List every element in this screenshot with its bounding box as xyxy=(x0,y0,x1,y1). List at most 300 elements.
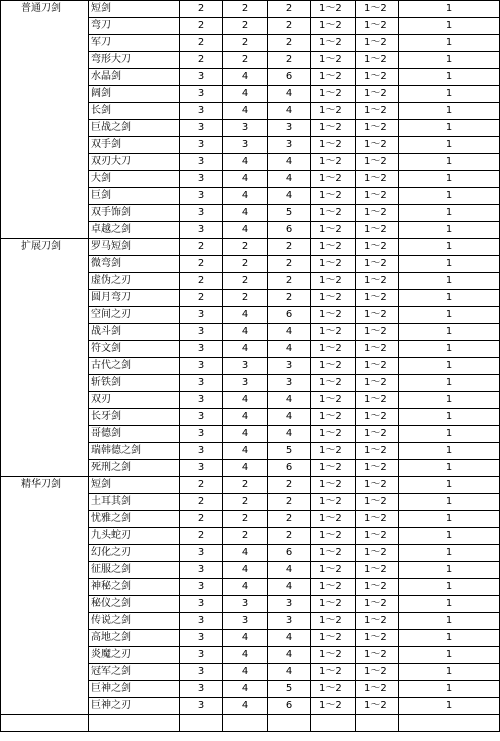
stat-col-1: 2 xyxy=(180,477,223,494)
stat-col-2: 2 xyxy=(223,18,268,35)
stat-col-2: 2 xyxy=(223,290,268,307)
stat-col-2: 2 xyxy=(223,511,268,528)
weapon-name: 古代之剑 xyxy=(89,358,180,375)
weapon-name: 土耳其剑 xyxy=(89,494,180,511)
weapon-name: 死刑之剑 xyxy=(89,460,180,477)
stat-col-2: 4 xyxy=(223,579,268,596)
range-col-2: 1～2 xyxy=(356,494,399,511)
value-col: 1 xyxy=(399,392,500,409)
range-col-2: 1～2 xyxy=(356,630,399,647)
range-col-2: 1～2 xyxy=(356,579,399,596)
value-col: 1 xyxy=(399,426,500,443)
stat-col-2: 4 xyxy=(223,188,268,205)
range-col-2: 1～2 xyxy=(356,358,399,375)
empty-cell xyxy=(268,715,311,732)
range-col-1: 1～2 xyxy=(311,358,356,375)
range-col-1: 1～2 xyxy=(311,647,356,664)
range-col-1: 1～2 xyxy=(311,120,356,137)
stat-col-2: 2 xyxy=(223,239,268,256)
value-col: 1 xyxy=(399,545,500,562)
weapon-name: 虚伪之刃 xyxy=(89,273,180,290)
weapon-name: 哥德剑 xyxy=(89,426,180,443)
stat-col-3: 5 xyxy=(268,681,311,698)
range-col-1: 1～2 xyxy=(311,137,356,154)
weapon-name: 九头蛇刃 xyxy=(89,528,180,545)
value-col: 1 xyxy=(399,341,500,358)
stat-col-2: 4 xyxy=(223,222,268,239)
stat-col-2: 4 xyxy=(223,409,268,426)
stat-col-2: 4 xyxy=(223,392,268,409)
weapon-name: 阔剑 xyxy=(89,86,180,103)
stat-col-3: 6 xyxy=(268,69,311,86)
stat-col-2: 4 xyxy=(223,86,268,103)
value-col: 1 xyxy=(399,681,500,698)
value-col: 1 xyxy=(399,613,500,630)
value-col: 1 xyxy=(399,664,500,681)
range-col-2: 1～2 xyxy=(356,375,399,392)
range-col-2: 1～2 xyxy=(356,324,399,341)
stat-col-2: 3 xyxy=(223,613,268,630)
range-col-1: 1～2 xyxy=(311,324,356,341)
value-col: 1 xyxy=(399,324,500,341)
stat-col-2: 2 xyxy=(223,52,268,69)
range-col-1: 1～2 xyxy=(311,477,356,494)
weapon-name: 符文剑 xyxy=(89,341,180,358)
range-col-2: 1～2 xyxy=(356,35,399,52)
stat-col-3: 2 xyxy=(268,511,311,528)
value-col: 1 xyxy=(399,52,500,69)
range-col-2: 1～2 xyxy=(356,528,399,545)
stat-col-1: 3 xyxy=(180,222,223,239)
weapon-name: 双刃 xyxy=(89,392,180,409)
stat-col-1: 3 xyxy=(180,579,223,596)
weapon-name: 弯形大刀 xyxy=(89,52,180,69)
stat-col-2: 4 xyxy=(223,341,268,358)
stat-col-1: 3 xyxy=(180,613,223,630)
stat-col-3: 6 xyxy=(268,698,311,715)
stat-col-3: 4 xyxy=(268,324,311,341)
value-col: 1 xyxy=(399,494,500,511)
range-col-2: 1～2 xyxy=(356,562,399,579)
stat-col-2: 4 xyxy=(223,562,268,579)
stat-col-3: 3 xyxy=(268,613,311,630)
empty-cell xyxy=(311,715,356,732)
empty-cell xyxy=(180,715,223,732)
category-label: 精华刀剑 xyxy=(1,477,89,715)
range-col-1: 1～2 xyxy=(311,511,356,528)
weapon-name: 大剑 xyxy=(89,171,180,188)
empty-cell xyxy=(399,715,500,732)
weapon-name: 双手剑 xyxy=(89,137,180,154)
range-col-2: 1～2 xyxy=(356,545,399,562)
stat-col-3: 2 xyxy=(268,477,311,494)
stat-col-1: 3 xyxy=(180,103,223,120)
weapon-name: 长剑 xyxy=(89,103,180,120)
range-col-2: 1～2 xyxy=(356,222,399,239)
stat-col-2: 4 xyxy=(223,630,268,647)
range-col-1: 1～2 xyxy=(311,630,356,647)
range-col-2: 1～2 xyxy=(356,120,399,137)
value-col: 1 xyxy=(399,35,500,52)
weapon-name: 空间之刃 xyxy=(89,307,180,324)
range-col-1: 1～2 xyxy=(311,528,356,545)
weapon-name: 战斗剑 xyxy=(89,324,180,341)
weapon-name: 巨战之剑 xyxy=(89,120,180,137)
range-col-1: 1～2 xyxy=(311,681,356,698)
stat-col-1: 3 xyxy=(180,545,223,562)
stat-col-2: 4 xyxy=(223,307,268,324)
stat-col-2: 4 xyxy=(223,681,268,698)
empty-row xyxy=(1,715,500,732)
range-col-1: 1～2 xyxy=(311,35,356,52)
value-col: 1 xyxy=(399,460,500,477)
stat-col-1: 3 xyxy=(180,375,223,392)
value-col: 1 xyxy=(399,511,500,528)
range-col-1: 1～2 xyxy=(311,426,356,443)
value-col: 1 xyxy=(399,375,500,392)
range-col-2: 1～2 xyxy=(356,188,399,205)
range-col-2: 1～2 xyxy=(356,596,399,613)
weapon-name: 巨神之刃 xyxy=(89,698,180,715)
stat-col-1: 2 xyxy=(180,290,223,307)
range-col-1: 1～2 xyxy=(311,545,356,562)
range-col-1: 1～2 xyxy=(311,18,356,35)
stat-col-1: 2 xyxy=(180,1,223,18)
value-col: 1 xyxy=(399,596,500,613)
range-col-2: 1～2 xyxy=(356,477,399,494)
value-col: 1 xyxy=(399,1,500,18)
weapon-name: 水晶剑 xyxy=(89,69,180,86)
range-col-1: 1～2 xyxy=(311,52,356,69)
value-col: 1 xyxy=(399,120,500,137)
value-col: 1 xyxy=(399,528,500,545)
value-col: 1 xyxy=(399,256,500,273)
stat-col-1: 3 xyxy=(180,86,223,103)
empty-cell xyxy=(223,715,268,732)
weapon-table-body xyxy=(1,1,500,732)
stat-col-2: 3 xyxy=(223,375,268,392)
stat-col-3: 4 xyxy=(268,426,311,443)
value-col: 1 xyxy=(399,562,500,579)
weapon-name: 瑞韩德之剑 xyxy=(89,443,180,460)
weapon-name: 罗马短剑 xyxy=(89,239,180,256)
range-col-1: 1～2 xyxy=(311,205,356,222)
range-col-1: 1～2 xyxy=(311,188,356,205)
stat-col-2: 3 xyxy=(223,120,268,137)
range-col-1: 1～2 xyxy=(311,460,356,477)
value-col: 1 xyxy=(399,358,500,375)
stat-col-1: 3 xyxy=(180,698,223,715)
stat-col-1: 2 xyxy=(180,528,223,545)
stat-col-1: 3 xyxy=(180,562,223,579)
stat-col-3: 4 xyxy=(268,630,311,647)
range-col-1: 1～2 xyxy=(311,613,356,630)
stat-col-2: 2 xyxy=(223,35,268,52)
stat-col-3: 4 xyxy=(268,188,311,205)
stat-col-1: 2 xyxy=(180,35,223,52)
range-col-2: 1～2 xyxy=(356,137,399,154)
stat-col-3: 4 xyxy=(268,154,311,171)
table-row xyxy=(1,1,500,18)
stat-col-2: 4 xyxy=(223,324,268,341)
stat-col-3: 6 xyxy=(268,307,311,324)
value-col: 1 xyxy=(399,239,500,256)
range-col-1: 1～2 xyxy=(311,375,356,392)
range-col-2: 1～2 xyxy=(356,647,399,664)
stat-col-3: 2 xyxy=(268,1,311,18)
range-col-2: 1～2 xyxy=(356,18,399,35)
stat-col-1: 2 xyxy=(180,273,223,290)
stat-col-1: 3 xyxy=(180,307,223,324)
stat-col-3: 4 xyxy=(268,341,311,358)
range-col-1: 1～2 xyxy=(311,1,356,18)
value-col: 1 xyxy=(399,290,500,307)
range-col-2: 1～2 xyxy=(356,392,399,409)
stat-col-3: 4 xyxy=(268,392,311,409)
stat-col-2: 4 xyxy=(223,426,268,443)
weapon-name: 斩铁剑 xyxy=(89,375,180,392)
weapon-name: 弯刀 xyxy=(89,18,180,35)
value-col: 1 xyxy=(399,222,500,239)
stat-col-2: 4 xyxy=(223,698,268,715)
weapon-name: 长牙剑 xyxy=(89,409,180,426)
range-col-2: 1～2 xyxy=(356,460,399,477)
stat-col-1: 3 xyxy=(180,205,223,222)
weapon-name: 忧雅之剑 xyxy=(89,511,180,528)
stat-col-3: 3 xyxy=(268,120,311,137)
range-col-1: 1～2 xyxy=(311,171,356,188)
stat-col-2: 4 xyxy=(223,154,268,171)
range-col-2: 1～2 xyxy=(356,273,399,290)
stat-col-1: 3 xyxy=(180,596,223,613)
range-col-2: 1～2 xyxy=(356,511,399,528)
range-col-1: 1～2 xyxy=(311,562,356,579)
range-col-2: 1～2 xyxy=(356,154,399,171)
range-col-1: 1～2 xyxy=(311,86,356,103)
stat-col-1: 3 xyxy=(180,426,223,443)
range-col-2: 1～2 xyxy=(356,409,399,426)
value-col: 1 xyxy=(399,630,500,647)
stat-col-2: 4 xyxy=(223,443,268,460)
stat-col-1: 3 xyxy=(180,664,223,681)
range-col-2: 1～2 xyxy=(356,698,399,715)
stat-col-1: 3 xyxy=(180,120,223,137)
weapon-name: 双手饰剑 xyxy=(89,205,180,222)
stat-col-1: 3 xyxy=(180,647,223,664)
weapon-name: 短剑 xyxy=(89,477,180,494)
stat-col-1: 2 xyxy=(180,239,223,256)
stat-col-2: 2 xyxy=(223,494,268,511)
value-col: 1 xyxy=(399,86,500,103)
stat-col-1: 3 xyxy=(180,392,223,409)
stat-col-3: 2 xyxy=(268,52,311,69)
value-col: 1 xyxy=(399,443,500,460)
range-col-2: 1～2 xyxy=(356,443,399,460)
stat-col-3: 2 xyxy=(268,18,311,35)
stat-col-2: 2 xyxy=(223,528,268,545)
range-col-2: 1～2 xyxy=(356,239,399,256)
range-col-1: 1～2 xyxy=(311,154,356,171)
stat-col-1: 3 xyxy=(180,137,223,154)
range-col-1: 1～2 xyxy=(311,443,356,460)
value-col: 1 xyxy=(399,307,500,324)
stat-col-1: 3 xyxy=(180,630,223,647)
range-col-2: 1～2 xyxy=(356,103,399,120)
range-col-1: 1～2 xyxy=(311,596,356,613)
range-col-1: 1～2 xyxy=(311,103,356,120)
range-col-2: 1～2 xyxy=(356,171,399,188)
weapon-name: 幻化之刃 xyxy=(89,545,180,562)
value-col: 1 xyxy=(399,409,500,426)
stat-col-1: 3 xyxy=(180,69,223,86)
stat-col-3: 4 xyxy=(268,103,311,120)
stat-col-1: 3 xyxy=(180,358,223,375)
value-col: 1 xyxy=(399,205,500,222)
stat-col-3: 4 xyxy=(268,647,311,664)
stat-col-3: 4 xyxy=(268,579,311,596)
stat-col-3: 2 xyxy=(268,290,311,307)
value-col: 1 xyxy=(399,647,500,664)
weapon-name: 冠军之剑 xyxy=(89,664,180,681)
range-col-2: 1～2 xyxy=(356,205,399,222)
range-col-2: 1～2 xyxy=(356,69,399,86)
stat-col-3: 4 xyxy=(268,409,311,426)
empty-cell xyxy=(356,715,399,732)
weapon-name: 巨剑 xyxy=(89,188,180,205)
weapon-name: 军刀 xyxy=(89,35,180,52)
table-row xyxy=(1,239,500,256)
range-col-1: 1～2 xyxy=(311,664,356,681)
stat-col-1: 3 xyxy=(180,171,223,188)
stat-col-2: 4 xyxy=(223,545,268,562)
stat-col-2: 3 xyxy=(223,137,268,154)
weapon-name: 微弯剑 xyxy=(89,256,180,273)
range-col-2: 1～2 xyxy=(356,426,399,443)
stat-col-2: 2 xyxy=(223,477,268,494)
empty-cell xyxy=(1,715,89,732)
range-col-1: 1～2 xyxy=(311,579,356,596)
weapon-name: 圆月弯刀 xyxy=(89,290,180,307)
range-col-1: 1～2 xyxy=(311,273,356,290)
stat-col-1: 3 xyxy=(180,324,223,341)
stat-col-2: 4 xyxy=(223,171,268,188)
stat-col-1: 3 xyxy=(180,681,223,698)
stat-col-3: 3 xyxy=(268,596,311,613)
stat-col-1: 3 xyxy=(180,188,223,205)
category-label: 普通刀剑 xyxy=(1,1,89,239)
weapon-name: 短剑 xyxy=(89,1,180,18)
value-col: 1 xyxy=(399,137,500,154)
range-col-2: 1～2 xyxy=(356,613,399,630)
stat-col-2: 3 xyxy=(223,596,268,613)
stat-col-1: 2 xyxy=(180,494,223,511)
range-col-1: 1～2 xyxy=(311,290,356,307)
stat-col-2: 4 xyxy=(223,460,268,477)
range-col-2: 1～2 xyxy=(356,52,399,69)
range-col-1: 1～2 xyxy=(311,307,356,324)
stat-col-3: 4 xyxy=(268,562,311,579)
range-col-2: 1～2 xyxy=(356,1,399,18)
stat-col-2: 3 xyxy=(223,358,268,375)
stat-col-3: 2 xyxy=(268,494,311,511)
range-col-1: 1～2 xyxy=(311,409,356,426)
stat-col-3: 6 xyxy=(268,545,311,562)
stat-col-2: 2 xyxy=(223,256,268,273)
range-col-2: 1～2 xyxy=(356,86,399,103)
range-col-1: 1～2 xyxy=(311,392,356,409)
stat-col-3: 6 xyxy=(268,222,311,239)
range-col-1: 1～2 xyxy=(311,69,356,86)
stat-col-3: 3 xyxy=(268,137,311,154)
value-col: 1 xyxy=(399,69,500,86)
weapon-name: 巨神之剑 xyxy=(89,681,180,698)
range-col-1: 1～2 xyxy=(311,239,356,256)
stat-col-3: 2 xyxy=(268,35,311,52)
stat-col-1: 2 xyxy=(180,511,223,528)
stat-col-3: 4 xyxy=(268,171,311,188)
range-col-1: 1～2 xyxy=(311,698,356,715)
weapon-name: 征服之剑 xyxy=(89,562,180,579)
weapon-name: 炎魔之刃 xyxy=(89,647,180,664)
weapon-name: 卓越之剑 xyxy=(89,222,180,239)
stat-col-2: 2 xyxy=(223,273,268,290)
stat-col-2: 4 xyxy=(223,205,268,222)
stat-col-2: 4 xyxy=(223,69,268,86)
category-label: 扩展刀剑 xyxy=(1,239,89,477)
value-col: 1 xyxy=(399,103,500,120)
stat-col-1: 2 xyxy=(180,256,223,273)
value-col: 1 xyxy=(399,154,500,171)
weapon-name: 高地之剑 xyxy=(89,630,180,647)
stat-col-3: 3 xyxy=(268,375,311,392)
stat-col-3: 6 xyxy=(268,460,311,477)
stat-col-2: 4 xyxy=(223,664,268,681)
weapon-name: 秘仪之剑 xyxy=(89,596,180,613)
stat-col-1: 2 xyxy=(180,18,223,35)
value-col: 1 xyxy=(399,477,500,494)
stat-col-1: 3 xyxy=(180,443,223,460)
stat-col-2: 4 xyxy=(223,647,268,664)
table-row xyxy=(1,477,500,494)
stat-col-3: 3 xyxy=(268,358,311,375)
stat-col-3: 2 xyxy=(268,239,311,256)
range-col-1: 1～2 xyxy=(311,494,356,511)
value-col: 1 xyxy=(399,698,500,715)
range-col-2: 1～2 xyxy=(356,681,399,698)
weapon-name: 双刃大刀 xyxy=(89,154,180,171)
stat-col-3: 2 xyxy=(268,273,311,290)
value-col: 1 xyxy=(399,18,500,35)
empty-cell xyxy=(89,715,180,732)
range-col-1: 1～2 xyxy=(311,341,356,358)
stat-col-3: 5 xyxy=(268,205,311,222)
stat-col-3: 5 xyxy=(268,443,311,460)
range-col-2: 1～2 xyxy=(356,664,399,681)
value-col: 1 xyxy=(399,188,500,205)
stat-col-2: 4 xyxy=(223,103,268,120)
stat-col-3: 2 xyxy=(268,256,311,273)
stat-col-3: 2 xyxy=(268,528,311,545)
stat-col-1: 2 xyxy=(180,52,223,69)
range-col-2: 1～2 xyxy=(356,256,399,273)
value-col: 1 xyxy=(399,579,500,596)
weapon-name: 传说之剑 xyxy=(89,613,180,630)
stat-col-3: 4 xyxy=(268,664,311,681)
range-col-2: 1～2 xyxy=(356,290,399,307)
stat-col-1: 3 xyxy=(180,341,223,358)
range-col-2: 1～2 xyxy=(356,307,399,324)
value-col: 1 xyxy=(399,171,500,188)
